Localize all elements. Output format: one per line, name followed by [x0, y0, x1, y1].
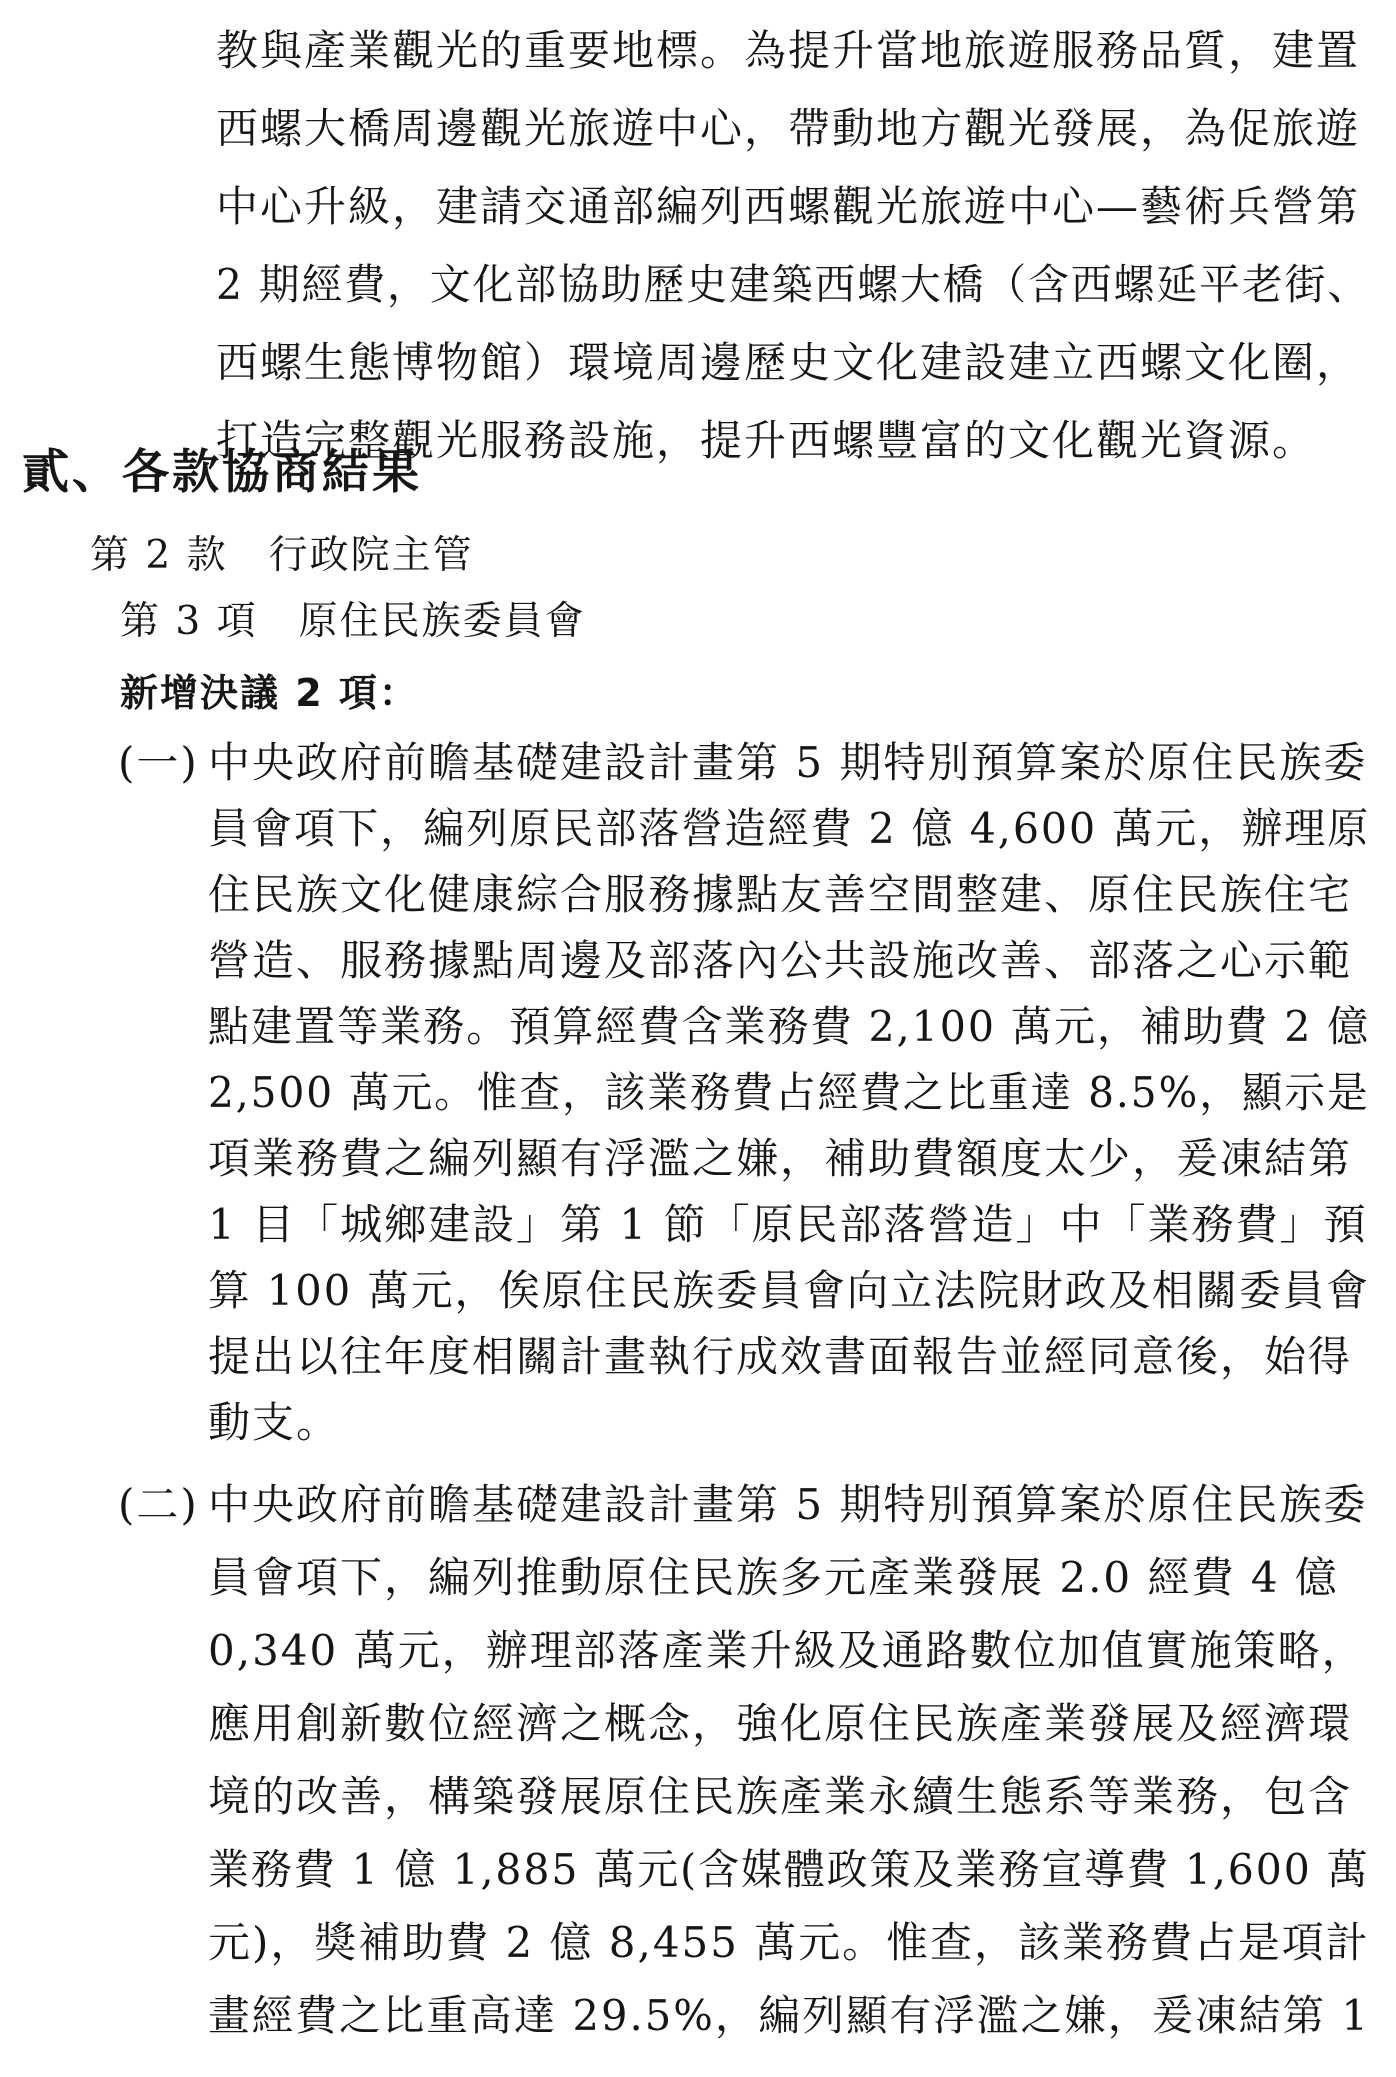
text-line: 教與產業觀光的重要地標。為提升當地旅遊服務品質，建置 [216, 26, 1361, 75]
text-line: 項業務費之編列顯有浮濫之嫌，補助費額度太少，爰凍結第 [208, 1134, 1353, 1183]
text-line: 點建置等業務。預算經費含業務費 2,100 萬元，補助費 2 億 [208, 1002, 1371, 1051]
text-line: 業務費 1 億 1,885 萬元(含媒體政策及業務宣導費 1,600 萬 [208, 1845, 1370, 1894]
text-line: 住民族文化健康綜合服務據點友善空間整建、原住民族住宅 [208, 870, 1353, 919]
text-line: 元)，獎補助費 2 億 8,455 萬元。惟查，該業務費占是項計 [208, 1918, 1370, 1967]
text-line: 提出以往年度相關計畫執行成效書面報告並經同意後，始得 [208, 1332, 1353, 1381]
item-marker: (一) [118, 738, 199, 787]
item-marker: (二) [118, 1480, 199, 1529]
text-line: 2 期經費，文化部協助歷史建築西螺大橋（含西螺延平老街、 [216, 260, 1371, 309]
text-line: 動支。 [208, 1398, 341, 1447]
section-heading: 貳、各款協商結果 [22, 445, 422, 500]
text-line: 算 100 萬元，俟原住民族委員會向立法院財政及相關委員會 [208, 1266, 1370, 1315]
kuan-label: 第 2 款 行政院主管 [90, 533, 474, 578]
text-line: 西螺生態博物館）環境周邊歷史文化建設建立西螺文化圈， [216, 338, 1361, 387]
text-line: 2,500 萬元。惟查，該業務費占經費之比重達 8.5%，顯示是 [208, 1068, 1370, 1117]
text-line: 中央政府前瞻基礎建設計畫第 5 期特別預算案於原住民族委 [208, 1480, 1368, 1529]
xiang-label: 第 3 項 原住民族委員會 [120, 599, 586, 644]
text-line: 員會項下，編列推動原住民族多元產業發展 2.0 經費 4 億 [208, 1553, 1339, 1602]
text-line: 1 目「城鄉建設」第 1 節「原民部落營造」中「業務費」預 [208, 1200, 1368, 1249]
text-line: 中央政府前瞻基礎建設計畫第 5 期特別預算案於原住民族委 [208, 738, 1368, 787]
text-line: 西螺大橋周邊觀光旅遊中心，帶動地方觀光發展，為促旅遊 [216, 104, 1361, 153]
text-line: 營造、服務據點周邊及部落內公共設施改善、部落之心示範 [208, 936, 1353, 985]
text-line: 應用創新數位經濟之概念，強化原住民族產業發展及經濟環 [208, 1699, 1353, 1748]
text-line: 0,340 萬元，辦理部落產業升級及通路數位加值實施策略， [208, 1626, 1366, 1675]
text-line: 畫經費之比重高達 29.5%，編列顯有浮濫之嫌，爰凍結第 1 [208, 1991, 1370, 2040]
new-resolutions-label: 新增決議 2 項： [120, 671, 419, 715]
text-line: 打造完整觀光服務設施，提升西螺豐富的文化觀光資源。 [216, 416, 1317, 465]
text-line: 員會項下，編列原民部落營造經費 2 億 4,600 萬元，辦理原 [208, 804, 1371, 853]
text-line: 中心升級，建請交通部編列西螺觀光旅遊中心—藝術兵營第 [216, 182, 1361, 231]
text-line: 境的改善，構築發展原住民族產業永續生態系等業務，包含 [208, 1772, 1353, 1821]
